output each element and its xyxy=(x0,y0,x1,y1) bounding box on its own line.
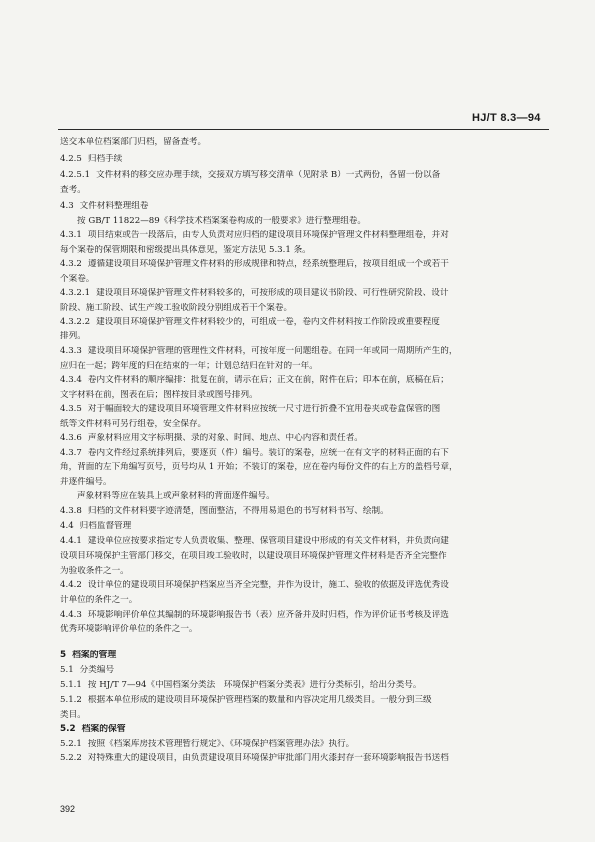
text-line xyxy=(60,566,548,577)
clause-text: 文件材料整理组卷 xyxy=(79,201,149,211)
text-line xyxy=(60,506,548,517)
text-line xyxy=(60,680,548,691)
page-number: 392 xyxy=(60,804,76,814)
clause-number: 5.2 xyxy=(60,724,76,734)
clause-number: 4.3.6 xyxy=(60,433,82,443)
clause-number: 4.3.4 xyxy=(60,375,82,385)
clause-text: 按 GB/T 11822—89《科学技术档案案卷构成的一般要求》进行整理组卷。 xyxy=(77,216,366,226)
text-line xyxy=(77,491,548,502)
clause-number: 4.3.3 xyxy=(60,346,82,356)
clause-number: 5 xyxy=(60,650,67,660)
clause-text: 档案的保管 xyxy=(81,724,126,734)
clause-number: 5.2.2 xyxy=(60,753,82,763)
clause-text: 查考。 xyxy=(60,185,86,195)
clause-number: 4.2.5 xyxy=(60,154,82,164)
clause-number: 4.3.7 xyxy=(60,448,82,458)
clause-number: 4.4 xyxy=(60,521,74,531)
clause-text: 归档手续 xyxy=(87,154,123,164)
clause-text: 建设项目环境保护管理的管理性文件材料，可按年度一问题组卷。在同一年或同一周期所产生的， xyxy=(87,346,458,356)
text-line xyxy=(60,710,548,721)
clause-number: 5.1 xyxy=(60,665,74,675)
clause-text: 卷内文件经过系统排列后，要逐页（件）编号。装订的案卷，应统一在有文字的材料正面的右下 xyxy=(87,448,449,458)
text-line xyxy=(60,375,548,386)
text-line xyxy=(60,739,548,750)
standard-code-header: HJ/T 8.3—94 xyxy=(472,112,541,124)
clause-text: 按照《档案库房技术管理暂行规定》、《环境保护档案管理办法》执行。 xyxy=(87,739,355,749)
clause-text: 对特殊重大的建设项目，由负责建设项目环境保护审批部门用火漆封存一套环境影响报告书送档 xyxy=(87,753,449,763)
clause-text: 卷内文件材料的顺序编排：批复在前，请示在后；正文在前，附件在后；印本在前，底稿在后； xyxy=(87,375,449,385)
text-line xyxy=(60,185,548,196)
clause-text: 按 HJ/T 7—94《中国档案分类法 环境保护档案分类表》进行分类标引，给出分类号。 xyxy=(87,680,422,690)
clause-text: 建设项目环境保护管理文件材料较少的，可组成一卷，卷内文件材料按工作阶段或重要程度 xyxy=(96,317,440,327)
clause-text: 遵循建设项目环境保护管理文件材料的形成规律和特点，经系统整理后，按项目组成一个或若干 xyxy=(87,259,449,269)
text-line xyxy=(60,303,548,314)
clause-number: 4.4.1 xyxy=(60,536,82,546)
text-line xyxy=(60,245,548,256)
text-line xyxy=(60,137,548,148)
text-line xyxy=(60,433,548,444)
text-line xyxy=(77,216,548,227)
clause-text: 计单位的条件之一。 xyxy=(60,595,138,605)
clause-text: 分类编号 xyxy=(79,665,115,675)
text-line xyxy=(60,274,548,285)
clause-text: 建设单位应按要求指定专人负责收集、整理、保管项目建设中形成的有关文件材料，并负责向建 xyxy=(87,536,449,546)
clause-text: 声象材料等应在装具上或声象材料的背面逐件编号。 xyxy=(77,491,275,501)
clause-text: 应归在一起；跨年度的归在结束的一年；计划总结归在针对的一年。 xyxy=(60,361,318,371)
clause-text: 归档监督管理 xyxy=(79,521,132,531)
clause-text: 根据本单位形成的建设项目环境保护管理档案的数量和内容决定用几级类目。一般分到三级 xyxy=(87,695,432,705)
clause-text: 档案的管理 xyxy=(72,650,117,660)
clause-number: 5.1.1 xyxy=(60,680,82,690)
clause-text: 归档的文件材料要字迹清楚，图面整洁，不得用易退色的书写材料书写、绘制。 xyxy=(87,506,389,516)
clause-number: 4.3.2 xyxy=(60,259,82,269)
clause-text: 并逐件编号。 xyxy=(60,477,112,487)
clause-number: 4.4.3 xyxy=(60,610,82,620)
clause-text: 声象材料应用文字标明摄、录的对象、时间、地点、中心内容和责任者。 xyxy=(87,433,363,443)
clause-number: 4.3.2.2 xyxy=(60,317,91,327)
clause-text: 设计单位的建设项目环境保护档案应当齐全完整，并作为设计，施工、验收的依据及评选优秀设 xyxy=(87,580,449,590)
text-line xyxy=(60,462,548,473)
clause-text: 为验收条件之一。 xyxy=(60,566,129,576)
text-line xyxy=(60,170,548,181)
text-line xyxy=(60,521,548,532)
clause-text: 阶段、施工阶段、试生产竣工验收阶段分别组成若干个案卷。 xyxy=(60,303,293,313)
text-line xyxy=(60,259,548,270)
clause-text: 优秀环境影响评价单位的条件之一。 xyxy=(60,624,198,634)
text-line xyxy=(60,536,548,547)
clause-number: 5.2.1 xyxy=(60,739,82,749)
text-line xyxy=(60,580,548,591)
clause-text: 建设项目环境保护管理文件材料较多的，可按形成的项目建议书阶段、可行性研究阶段、设计 xyxy=(96,288,449,298)
clause-number: 4.3.2.1 xyxy=(60,288,91,298)
clause-number: 4.4.2 xyxy=(60,580,82,590)
text-line xyxy=(60,551,548,562)
clause-text: 每个案卷的保管期限和密级提出具体意见，鉴定方法见 5.3.1 条。 xyxy=(60,245,311,255)
clause-number: 4.3 xyxy=(60,201,74,211)
clause-number: 4.3.5 xyxy=(60,404,82,414)
clause-number: 5.1.2 xyxy=(60,695,82,705)
text-line xyxy=(60,610,548,621)
text-line xyxy=(60,753,548,764)
text-line xyxy=(60,317,548,328)
clause-text: 文件材料的移交应办理手续，交接双方填写移交清单（见附录 B）一式两份，各留一份以备 xyxy=(96,170,441,180)
clause-text: 个案卷。 xyxy=(60,274,95,284)
text-line xyxy=(60,419,548,430)
clause-text: 类目。 xyxy=(60,710,86,720)
text-line xyxy=(60,201,548,212)
text-line xyxy=(60,448,548,459)
clause-text: 纸等文件材料可另行组卷，安全保存。 xyxy=(60,419,207,429)
text-line xyxy=(60,288,548,299)
text-line xyxy=(60,665,548,676)
clause-text: 项目结束或告一段落后，由专人负责对应归档的建设项目环境保护管理文件材料整理组卷，并对 xyxy=(87,230,449,240)
text-line xyxy=(60,724,548,735)
text-line xyxy=(60,477,548,488)
text-line xyxy=(60,346,548,357)
text-line xyxy=(60,331,548,342)
clause-number: 4.3.1 xyxy=(60,230,82,240)
text-line xyxy=(60,595,548,606)
text-line xyxy=(60,230,548,241)
header-rule xyxy=(58,129,549,130)
text-line xyxy=(60,650,548,661)
clause-text: 角，背面的左下角编写页号，页号均从 1 开始；不装订的案卷，应在卷内每份文件的右上方的盖档号章， xyxy=(60,462,458,472)
text-line xyxy=(60,154,548,165)
text-line xyxy=(60,624,548,635)
clause-text: 环境影响评价单位其编制的环境影响报告书（表）应齐备并及时归档，作为评价证书考核及评选 xyxy=(87,610,449,620)
clause-text: 排列。 xyxy=(60,331,86,341)
text-line xyxy=(60,404,548,415)
text-line xyxy=(60,361,548,372)
text-line xyxy=(60,695,548,706)
clause-text: 对于幅面较大的建设项目环境管理文件材料应按统一尺寸进行折叠不宜用卷夹或卷盒保管的图 xyxy=(87,404,441,414)
clause-text: 送交本单位档案部门归档，留备查考。 xyxy=(60,137,207,147)
text-line xyxy=(60,390,548,401)
clause-text: 文字材料在前，图表在后；图样按目录或图号排列。 xyxy=(60,390,258,400)
clause-number: 4.2.5.1 xyxy=(60,170,91,180)
clause-text: 设项目环境保护主管部门移交，在项目竣工验收时，以建设项目环境保护管理文件材料是否齐全完整作 xyxy=(60,551,447,561)
clause-number: 4.3.8 xyxy=(60,506,82,516)
